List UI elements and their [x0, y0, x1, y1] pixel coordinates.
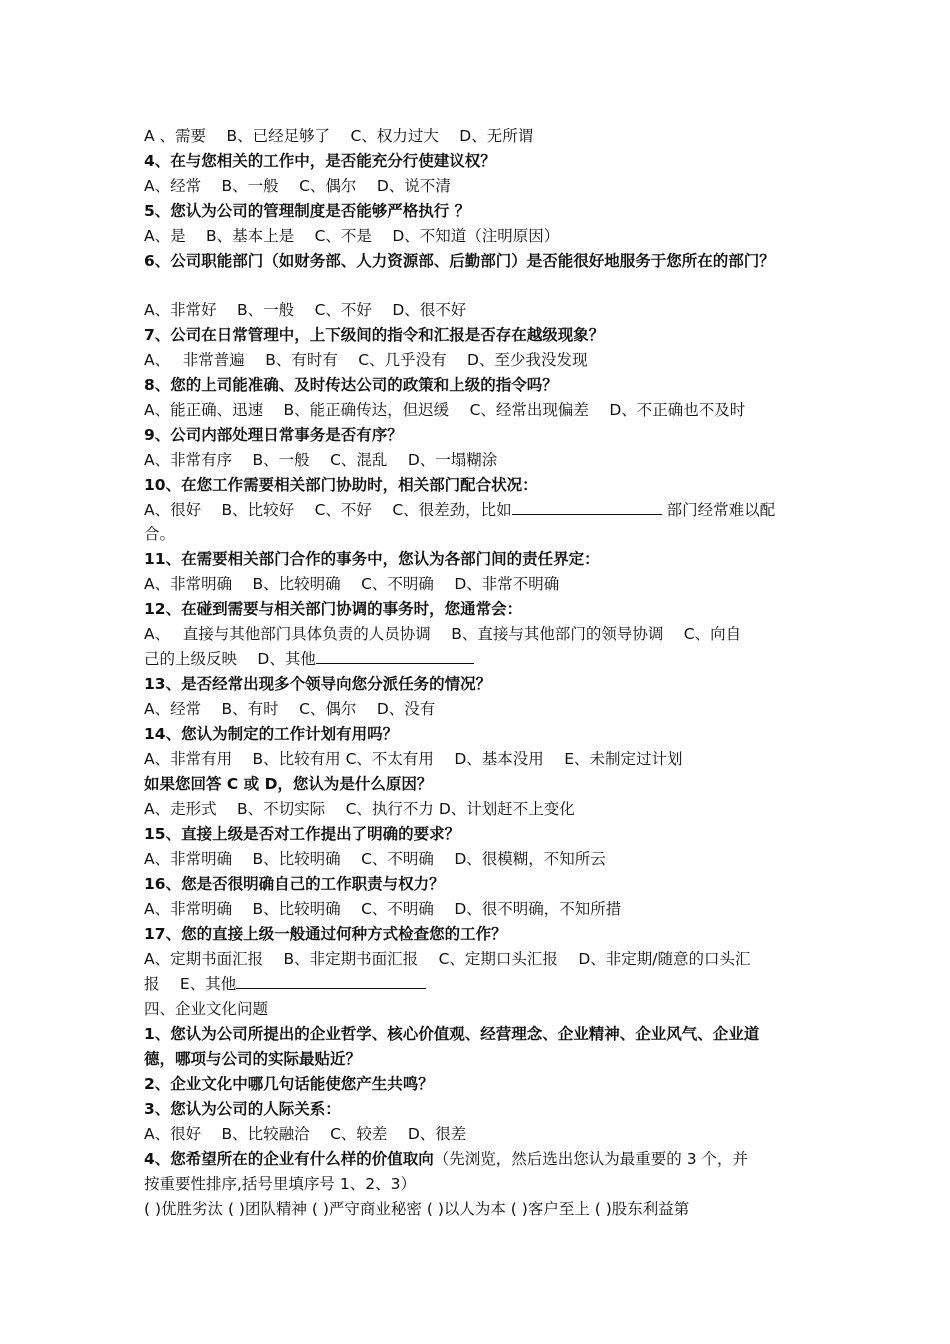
question-heading: 4、在与您相关的工作中，是否能充分行使建议权？ — [144, 152, 496, 170]
question-heading: 7、公司在日常管理中，上下级间的指令和汇报是否存在越级现象？ — [144, 326, 605, 344]
answer-options: A、非常明确 B、比较明确 C、不明确 D、非常不明确 — [144, 575, 560, 593]
question-heading: 13、是否经常出现多个领导向您分派任务的情况？ — [144, 675, 492, 693]
section-heading: 四、企业文化问题 — [144, 1000, 269, 1018]
answer-options: A、走形式 B、不切实际 C、执行不力 D、计划赶不上变化 — [144, 800, 575, 818]
answer-text: 己的上级反映 D、其他 — [144, 650, 316, 668]
fill-in-blank[interactable] — [316, 647, 474, 664]
question-note: 按重要性排序,括号里填序号 1、2、3） — [144, 1175, 416, 1193]
answer-options: A 、需要 B、已经足够了 C、权力过大 D、无所谓 — [144, 127, 534, 145]
answer-options — [144, 647, 814, 672]
answer-options: A、 非常普遍 B、有时有 C、几乎没有 D、至少我没发现 — [144, 351, 588, 369]
answer-options: A、定期书面汇报 B、非定期书面汇报 C、定期口头汇报 D、非定期/随意的口头汇 — [144, 950, 751, 968]
question-heading: 15、直接上级是否对工作提出了明确的要求？ — [144, 825, 461, 843]
answer-options: A、是 B、基本上是 C、不是 D、不知道（注明原因） — [144, 227, 560, 245]
question-heading: 9、公司内部处理日常事务是否有序？ — [144, 426, 403, 444]
question-heading: 12、在碰到需要与相关部门协调的事务时，您通常会： — [144, 600, 523, 618]
answer-options: A、很好 B、比较融洽 C、较差 D、很差 — [144, 1125, 467, 1143]
answer-options: A、非常好 B、一般 C、不好 D、很不好 — [144, 301, 467, 319]
answer-options: 合。 — [144, 525, 176, 543]
question-heading: 5、您认为公司的管理制度是否能够严格执行 ？ — [144, 202, 471, 220]
answer-text: A、很好 B、比较好 C、不好 C、很差劲，比如 — [144, 501, 512, 519]
question-heading: 6、公司职能部门（如财务部、人力资源部、后勤部门）是否能很好地服务于您所在的部门？ — [144, 252, 775, 270]
fill-in-blank[interactable] — [512, 498, 662, 515]
question-heading: 14、您认为制定的工作计划有用吗？ — [144, 725, 399, 743]
answer-options: A、经常 B、有时 C、偶尔 D、没有 — [144, 700, 436, 718]
answer-options: A、 直接与其他部门具体负责的人员协调 B、直接与其他部门的领导协调 C、向自 — [144, 625, 742, 643]
answer-options: A、非常有用 B、比较有用 C、不太有用 D、基本没用 E、未制定过计划 — [144, 750, 683, 768]
question-heading: 如果您回答 C 或 D，您认为是什么原因？ — [144, 775, 433, 793]
question-heading: 16、您是否很明确自己的工作职责与权力？ — [144, 875, 445, 893]
question-heading: 1、您认为公司所提出的企业哲学、核心价值观、经营理念、企业精神、企业风气、企业道 — [144, 1025, 760, 1043]
question-heading: 8、您的上司能准确、及时传达公司的政策和上级的指令吗？ — [144, 376, 558, 394]
question-heading — [144, 1147, 814, 1172]
answer-text: 报 E、其他 — [144, 975, 237, 993]
question-text: 4、您希望所在的企业有什么样的价值取向 — [144, 1150, 434, 1168]
answer-text: 部门经常难以配 — [661, 501, 776, 519]
answer-options: A、非常明确 B、比较明确 C、不明确 D、很模糊，不知所云 — [144, 850, 606, 868]
question-note: （先浏览，然后选出您认为最重要的 3 个，并 — [433, 1150, 749, 1168]
fill-in-blank[interactable] — [236, 972, 426, 989]
answer-options: ( )优胜劣汰 ( )团队精神 ( )严守商业秘密 ( )以人为本 ( )客户至上 ( )股东利益第 — [144, 1200, 690, 1218]
question-heading: 10、在您工作需要相关部门协助时，相关部门配合状况： — [144, 476, 538, 494]
question-heading: 2、企业文化中哪几句话能使您产生共鸣？ — [144, 1075, 434, 1093]
question-heading: 17、您的直接上级一般通过何种方式检查您的工作？ — [144, 925, 507, 943]
question-heading: 3、您认为公司的人际关系： — [144, 1100, 341, 1118]
question-heading: 11、在需要相关部门合作的事务中，您认为各部门间的责任界定： — [144, 550, 600, 568]
answer-options: A、非常明确 B、比较明确 C、不明确 D、很不明确，不知所措 — [144, 900, 622, 918]
answer-options: A、非常有序 B、一般 C、混乱 D、一塌糊涂 — [144, 451, 498, 469]
answer-options: A、能正确、迅速 B、能正确传达，但迟缓 C、经常出现偏差 D、不正确也不及时 — [144, 401, 746, 419]
answer-options — [144, 498, 814, 523]
answer-options — [144, 972, 814, 997]
answer-options: A、经常 B、一般 C、偶尔 D、说不清 — [144, 177, 451, 195]
question-heading: 德，哪项与公司的实际最贴近？ — [144, 1050, 362, 1068]
